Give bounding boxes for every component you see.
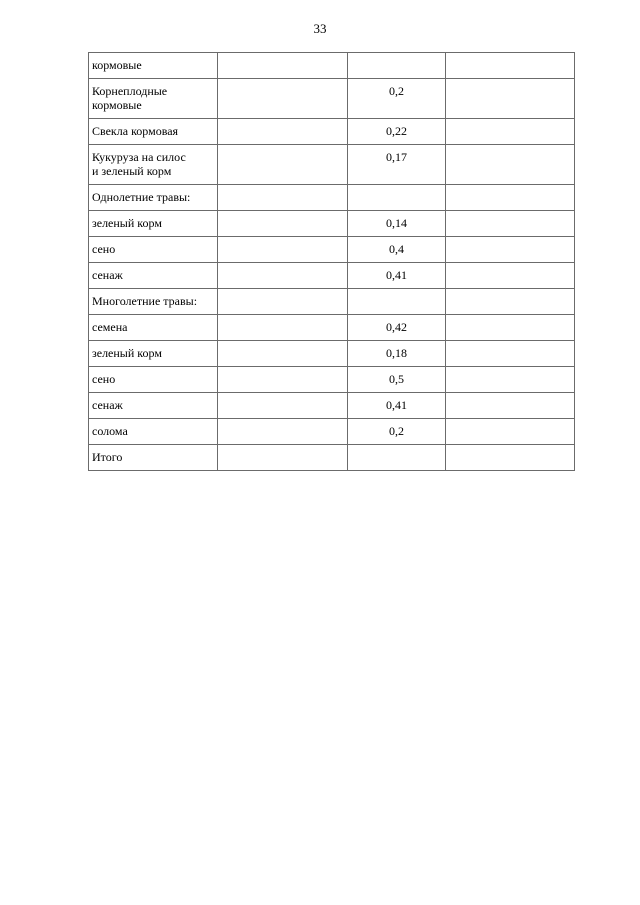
coefficient-cell	[348, 53, 446, 79]
crop-name-cell	[89, 263, 218, 289]
value-cell	[218, 289, 348, 315]
value-cell	[446, 419, 575, 445]
table-row	[89, 79, 575, 119]
crop-name-cell	[89, 367, 218, 393]
crop-name-cell-text: сено	[92, 372, 116, 386]
crop-name-cell-text: семена	[92, 320, 128, 334]
value-cell	[446, 367, 575, 393]
value-cell	[218, 211, 348, 237]
table-row	[89, 237, 575, 263]
coefficient-cell	[348, 119, 446, 145]
crop-name-cell	[89, 185, 218, 211]
crop-coefficient-table	[88, 52, 575, 471]
coefficient-cell	[348, 393, 446, 419]
coefficient-cell-text: 0,5	[389, 372, 404, 386]
value-cell	[218, 119, 348, 145]
value-cell	[446, 79, 575, 119]
value-cell	[218, 53, 348, 79]
crop-name-cell	[89, 445, 218, 471]
table-row	[89, 341, 575, 367]
value-cell	[218, 185, 348, 211]
value-cell	[446, 289, 575, 315]
table-row	[89, 119, 575, 145]
table-row	[89, 289, 575, 315]
value-cell	[218, 263, 348, 289]
crop-name-cell	[89, 341, 218, 367]
coefficient-cell	[348, 185, 446, 211]
crop-name-cell-text: Свекла кормовая	[92, 124, 179, 138]
value-cell	[446, 445, 575, 471]
value-cell	[446, 393, 575, 419]
crop-name-cell	[89, 289, 218, 315]
value-cell	[446, 211, 575, 237]
value-cell	[218, 145, 348, 185]
page-number: 33	[313, 21, 327, 36]
coefficient-cell-text: 0,17	[386, 150, 407, 164]
crop-name-cell	[89, 393, 218, 419]
value-cell	[218, 367, 348, 393]
table-row	[89, 263, 575, 289]
coefficient-cell	[348, 367, 446, 393]
table-body	[89, 53, 575, 471]
coefficient-cell-text: 0,18	[386, 346, 407, 360]
value-cell	[218, 315, 348, 341]
value-cell	[446, 315, 575, 341]
coefficient-cell	[348, 237, 446, 263]
value-cell	[446, 53, 575, 79]
coefficient-cell-text: 0,2	[389, 424, 404, 438]
value-cell	[218, 393, 348, 419]
coefficient-cell-text: 0,41	[386, 398, 407, 412]
crop-name-cell-text: солома	[92, 424, 128, 438]
table-row	[89, 445, 575, 471]
table-row	[89, 315, 575, 341]
crop-name-cell-text: сенаж	[92, 398, 123, 412]
value-cell	[446, 341, 575, 367]
coefficient-cell-text: 0,22	[386, 124, 407, 138]
crop-name-cell	[89, 419, 218, 445]
crop-name-cell	[89, 119, 218, 145]
coefficient-cell	[348, 263, 446, 289]
table-row	[89, 393, 575, 419]
coefficient-cell	[348, 341, 446, 367]
coefficient-cell-text: 0,2	[389, 84, 404, 98]
crop-name-cell	[89, 53, 218, 79]
crop-name-cell-text: Многолетние травы:	[92, 294, 198, 308]
crop-name-cell-text: сено	[92, 242, 116, 256]
coefficient-cell	[348, 419, 446, 445]
crop-name-cell-text: кормовые	[92, 58, 142, 72]
coefficient-cell-text: 0,42	[386, 320, 407, 334]
crop-name-cell-text: Итого	[92, 450, 123, 464]
table-row	[89, 367, 575, 393]
coefficient-cell	[348, 315, 446, 341]
crop-name-cell	[89, 237, 218, 263]
table-row	[89, 53, 575, 79]
crop-name-cell	[89, 145, 218, 185]
coefficient-cell	[348, 211, 446, 237]
crop-name-cell-text: зеленый корм	[92, 346, 162, 360]
value-cell	[446, 145, 575, 185]
crop-name-cell-text: зеленый корм	[92, 216, 162, 230]
value-cell	[218, 237, 348, 263]
value-cell	[446, 237, 575, 263]
coefficient-cell	[348, 289, 446, 315]
coefficient-cell-text: 0,41	[386, 268, 407, 282]
table-row	[89, 419, 575, 445]
crop-name-cell-text: сенаж	[92, 268, 123, 282]
crop-name-cell	[89, 315, 218, 341]
value-cell	[218, 341, 348, 367]
coefficient-cell	[348, 79, 446, 119]
value-cell	[218, 79, 348, 119]
crop-name-cell	[89, 79, 218, 119]
value-cell	[218, 419, 348, 445]
value-cell	[218, 445, 348, 471]
crop-name-cell	[89, 211, 218, 237]
value-cell	[446, 263, 575, 289]
value-cell	[446, 185, 575, 211]
coefficient-cell-text: 0,14	[386, 216, 407, 230]
coefficient-cell-text: 0,4	[389, 242, 404, 256]
crop-name-cell-text: Однолетние травы:	[92, 190, 191, 204]
coefficient-cell	[348, 145, 446, 185]
crop-name-cell-text: Кукуруза на силос и зеленый корм	[92, 150, 186, 178]
value-cell	[446, 119, 575, 145]
table-row	[89, 211, 575, 237]
table-row	[89, 185, 575, 211]
coefficient-cell	[348, 445, 446, 471]
table-row	[89, 145, 575, 185]
crop-name-cell-text: Корнеплодные кормовые	[92, 84, 168, 112]
